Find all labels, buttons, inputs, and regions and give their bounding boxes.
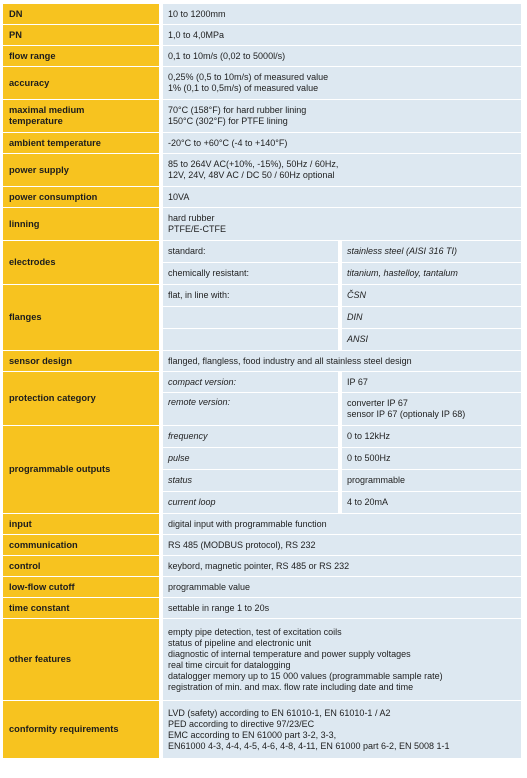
row-power-supply	[3, 154, 521, 186]
row-flow-range	[3, 46, 521, 66]
label-programmable-outputs: programmable outputs	[3, 426, 163, 513]
row-communication	[3, 535, 521, 555]
label-ambient-temperature: ambient temperature	[3, 133, 163, 153]
label-input: input	[3, 514, 163, 534]
other-features-line: registration of min. and max. flow rate including date and time	[168, 681, 414, 692]
linning-line: hard rubber	[168, 213, 215, 223]
label-power-consumption: power consumption	[3, 187, 163, 207]
other-features-line: status of pipeline and electronic unit	[168, 637, 312, 648]
value-control: keybord, magnetic pointer, RS 485 or RS 232	[163, 556, 521, 576]
protection-key: compact version:	[163, 372, 342, 392]
value-power-consumption: 10VA	[163, 187, 521, 207]
specification-table	[3, 3, 521, 759]
value-sensor-design: flanged, flangless, food industry and all stainless steel design	[163, 351, 521, 371]
flanges-key	[163, 329, 342, 350]
label-linning: linning	[3, 208, 163, 240]
max-temp-line: 70°C (158°F) for hard rubber lining	[168, 105, 307, 115]
outputs-key: current loop	[163, 492, 342, 513]
label-time-constant: time constant	[3, 598, 163, 618]
conformity-line: EMC according to EN 61000 part 3-2, 3-3,	[168, 729, 337, 740]
max-temp-line: 150°C (302°F) for PTFE lining	[168, 116, 288, 126]
row-time-constant	[3, 598, 521, 618]
flanges-value: ANSI	[342, 329, 521, 350]
accuracy-line: 1% (0,1 to 0,5m/s) of measured value	[168, 83, 319, 93]
value-time-constant: settable in range 1 to 20s	[163, 598, 521, 618]
protection-line: converter IP 67	[347, 398, 408, 408]
flanges-key: flat, in line with:	[163, 285, 342, 306]
row-other-features	[3, 619, 521, 700]
row-power-consumption	[3, 187, 521, 207]
other-features-line: diagnostic of internal temperature and power supply voltages	[168, 648, 411, 659]
label-line: maximal medium	[9, 105, 85, 115]
outputs-value: 0 to 12kHz	[342, 426, 521, 447]
linning-line: PTFE/E-CTFE	[168, 224, 226, 234]
conformity-line: PED according to directive 97/23/EC	[168, 718, 315, 729]
label-line: temperature	[9, 116, 63, 126]
value-accuracy	[163, 67, 521, 99]
spec-sheet	[3, 3, 521, 759]
electrodes-value: stainless steel (AISI 316 TI)	[342, 241, 521, 262]
label-max-temperature	[3, 100, 163, 132]
conformity-line: EN61000 4-3, 4-4, 4-5, 4-6, 4-8, 4-11, EN 61000 part 6-2, EN 5008 1-1	[168, 740, 450, 751]
value-pn: 1,0 to 4,0MPa	[163, 25, 521, 45]
value-ambient-temperature: -20°C to +60°C (-4 to +140°F)	[163, 133, 521, 153]
conformity-line: LVD (safety) according to EN 61010-1, EN 61010-1 / A2	[168, 707, 391, 718]
row-flanges-1	[3, 285, 521, 306]
row-conformity-requirements	[3, 701, 521, 758]
label-conformity-requirements: conformity requirements	[3, 701, 163, 758]
value-other-features	[163, 619, 521, 700]
electrodes-key: standard:	[163, 241, 342, 262]
row-control	[3, 556, 521, 576]
protection-key: remote version:	[163, 393, 342, 425]
row-pn	[3, 25, 521, 45]
other-features-line: real time circuit for datalogging	[168, 659, 291, 670]
outputs-value: programmable	[342, 470, 521, 491]
row-input	[3, 514, 521, 534]
power-supply-line: 85 to 264V AC(+10%, -15%), 50Hz / 60Hz,	[168, 159, 339, 169]
row-max-temperature	[3, 100, 521, 132]
row-linning	[3, 208, 521, 240]
label-flow-range: flow range	[3, 46, 163, 66]
label-pn: PN	[3, 25, 163, 45]
label-power-supply: power supply	[3, 154, 163, 186]
value-low-flow-cutoff: programmable value	[163, 577, 521, 597]
protection-value	[342, 393, 521, 425]
label-communication: communication	[3, 535, 163, 555]
outputs-key: frequency	[163, 426, 342, 447]
row-outputs-1	[3, 426, 521, 447]
label-sensor-design: sensor design	[3, 351, 163, 371]
row-dn	[3, 4, 521, 24]
other-features-line: empty pipe detection, test of excitation coils	[168, 626, 342, 637]
row-accuracy	[3, 67, 521, 99]
electrodes-value: titanium, hastelloy, tantalum	[342, 263, 521, 284]
outputs-key: status	[163, 470, 342, 491]
row-protection-1	[3, 372, 521, 392]
outputs-key: pulse	[163, 448, 342, 469]
electrodes-key: chemically resistant:	[163, 263, 342, 284]
row-ambient-temperature	[3, 133, 521, 153]
label-low-flow-cutoff: low-flow cutoff	[3, 577, 163, 597]
outputs-value: 4 to 20mA	[342, 492, 521, 513]
label-protection-category: protection category	[3, 372, 163, 425]
label-accuracy: accuracy	[3, 67, 163, 99]
flanges-value: DIN	[342, 307, 521, 328]
flanges-value: ČSN	[342, 285, 521, 306]
value-input: digital input with programmable function	[163, 514, 521, 534]
value-communication: RS 485 (MODBUS protocol), RS 232	[163, 535, 521, 555]
other-features-line: datalogger memory up to 15 000 values (programmable sample rate)	[168, 670, 443, 681]
label-electrodes: electrodes	[3, 241, 163, 284]
label-control: control	[3, 556, 163, 576]
row-electrodes-1	[3, 241, 521, 262]
power-supply-line: 12V, 24V, 48V AC / DC 50 / 60Hz optional	[168, 170, 335, 180]
row-low-flow-cutoff	[3, 577, 521, 597]
accuracy-line: 0,25% (0,5 to 10m/s) of measured value	[168, 72, 329, 82]
label-other-features: other features	[3, 619, 163, 700]
flanges-key	[163, 307, 342, 328]
label-dn: DN	[3, 4, 163, 24]
outputs-value: 0 to 500Hz	[342, 448, 521, 469]
value-linning	[163, 208, 521, 240]
protection-line: sensor IP 67 (optionaly IP 68)	[347, 409, 466, 419]
label-flanges: flanges	[3, 285, 163, 350]
value-power-supply	[163, 154, 521, 186]
value-flow-range: 0,1 to 10m/s (0,02 to 5000l/s)	[163, 46, 521, 66]
value-max-temperature	[163, 100, 521, 132]
row-sensor-design	[3, 351, 521, 371]
value-dn: 10 to 1200mm	[163, 4, 521, 24]
protection-value: IP 67	[342, 372, 521, 392]
value-conformity-requirements	[163, 701, 521, 758]
